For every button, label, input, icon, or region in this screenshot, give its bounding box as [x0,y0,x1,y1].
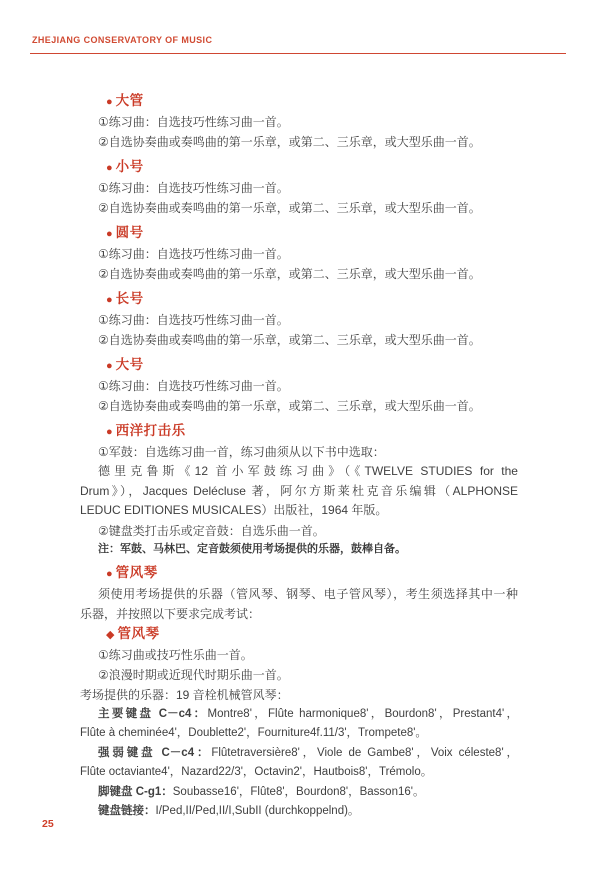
intro-line: 乐器，并按照以下要求完成考试： [80,606,261,621]
coupler-list: I/Ped,II/Ped,II/I,SubII (durchkoppelnd)。 [155,805,360,817]
section-bullet-icon: ● [106,228,113,240]
note-text: 注：军鼓、马林巴、定音鼓须使用考场提供的乐器，鼓棒自备。 [98,542,406,555]
coupler-label: 键盘链接： [98,805,156,817]
section-title: 小号 [115,159,144,174]
section-bullet-icon: ● [106,96,113,108]
manual-spec-line [80,744,518,764]
requirement-line: ①练习曲：自选技巧性练习曲一首。 [98,247,289,261]
section-title: 大管 [115,93,144,108]
pedal-stops: Soubasse16'，Flûte8'，Bourdon8'，Basson16'。 [172,785,425,798]
manual-spec-line: Flûte octaviante4'，Nazard22/3'，Octavin2'，Hautbois8'，Trémolo。 [80,766,433,778]
section-title: 圆号 [115,225,144,240]
intro-line: 须使用考场提供的乐器（管风琴、钢琴、电子管风琴），考生须选择其中一种 [98,586,518,601]
section-heading [80,91,518,112]
section-trombone [80,289,518,350]
pedal-label: 脚键盘 C-g1： [98,785,173,798]
requirement-line: ①练习曲：自选技巧性练习曲一首。 [98,379,289,393]
section-percussion [80,421,518,558]
subsection-bullet-icon: ◆ [106,628,115,641]
section-trumpet [80,157,518,218]
section-bassoon [80,91,518,152]
manual-stops: Flûtetraversière8'，Viole de Gambe8'，Voix céleste8'， [211,746,518,759]
requirement-line: ②自选协奏曲或奏鸣曲的第一乐章，或第二、三乐章，或大型乐曲一首。 [98,201,481,215]
section-heading [80,563,518,584]
requirement-line: ①军鼓：自选练习曲一首，练习曲须从以下书中选取： [98,445,385,459]
section-heading [80,157,518,178]
section-horn [80,223,518,284]
section-title: 长号 [115,291,144,306]
requirement-line: ①练习曲或技巧性乐曲一首。 [98,647,253,662]
section-bullet-icon: ● [106,294,113,306]
section-title: 管风琴 [115,564,158,580]
section-bullet-icon: ● [106,360,113,372]
section-heading [80,355,518,376]
section-bullet-icon: ● [106,567,113,580]
requirement-line: 考场提供的乐器：19 音栓机械管风琴： [80,687,289,702]
subsection-heading [80,624,518,645]
page-header-title: ZHEJIANG CONSERVATORY OF MUSIC [32,35,213,45]
requirement-line: ②自选协奏曲或奏鸣曲的第一乐章，或第二、三乐章，或大型乐曲一首。 [98,267,481,281]
requirement-line: ②自选协奏曲或奏鸣曲的第一乐章，或第二、三乐章，或大型乐曲一首。 [98,333,481,347]
section-title: 西洋打击乐 [115,423,186,438]
section-heading [80,289,518,310]
requirement-line: ①练习曲：自选技巧性练习曲一首。 [98,115,289,129]
section-heading [80,223,518,244]
section-title: 大号 [115,357,144,372]
requirement-line: ②键盘类打击乐或定音鼓：自选乐曲一首。 [98,523,325,538]
requirement-line: ①练习曲：自选技巧性练习曲一首。 [98,181,289,195]
header-rule [30,53,566,54]
section-tuba [80,355,518,416]
manual-label: 主要键盘 C－c4： [98,707,208,720]
section-heading [80,421,518,442]
book-reference-line: Drum》），Jacques Delécluse 著，阿尔方斯莱杜克音乐编辑（ALPHONSE [80,483,518,498]
manual-spec-line [80,705,518,725]
requirement-line: ①练习曲：自选技巧性练习曲一首。 [98,313,289,327]
manual-stops: Montre8'，Flûte harmonique8'，Bourdon8'，Prestant4'， [207,707,518,720]
section-organ [80,563,518,822]
book-reference-line: LEDUC EDITIONES MUSICALES）出版社，1964 年版。 [80,503,388,517]
book-reference-line: 德里克鲁斯《12 首小军鼓练习曲》（《TWELVE STUDIES for the [98,464,518,478]
manual-spec-line: Flûte à cheminée4'，Doublette2'，Fourniture4f.11/3'，Trompete8'。 [80,727,427,739]
pedal-spec-line [80,783,518,803]
section-bullet-icon: ● [106,426,113,438]
section-bullet-icon: ● [106,162,113,174]
content-area [80,86,518,822]
coupler-spec-line [80,802,518,822]
requirement-line: ②浪漫时期或近现代时期乐曲一首。 [98,667,289,682]
manual-label: 强弱键盘 C－c4： [98,746,212,759]
subsection-title: 管风琴 [117,625,160,641]
requirement-line: ②自选协奏曲或奏鸣曲的第一乐章，或第二、三乐章，或大型乐曲一首。 [98,135,481,149]
page-number: 25 [42,818,54,830]
requirement-line: ②自选协奏曲或奏鸣曲的第一乐章，或第二、三乐章，或大型乐曲一首。 [98,399,481,413]
